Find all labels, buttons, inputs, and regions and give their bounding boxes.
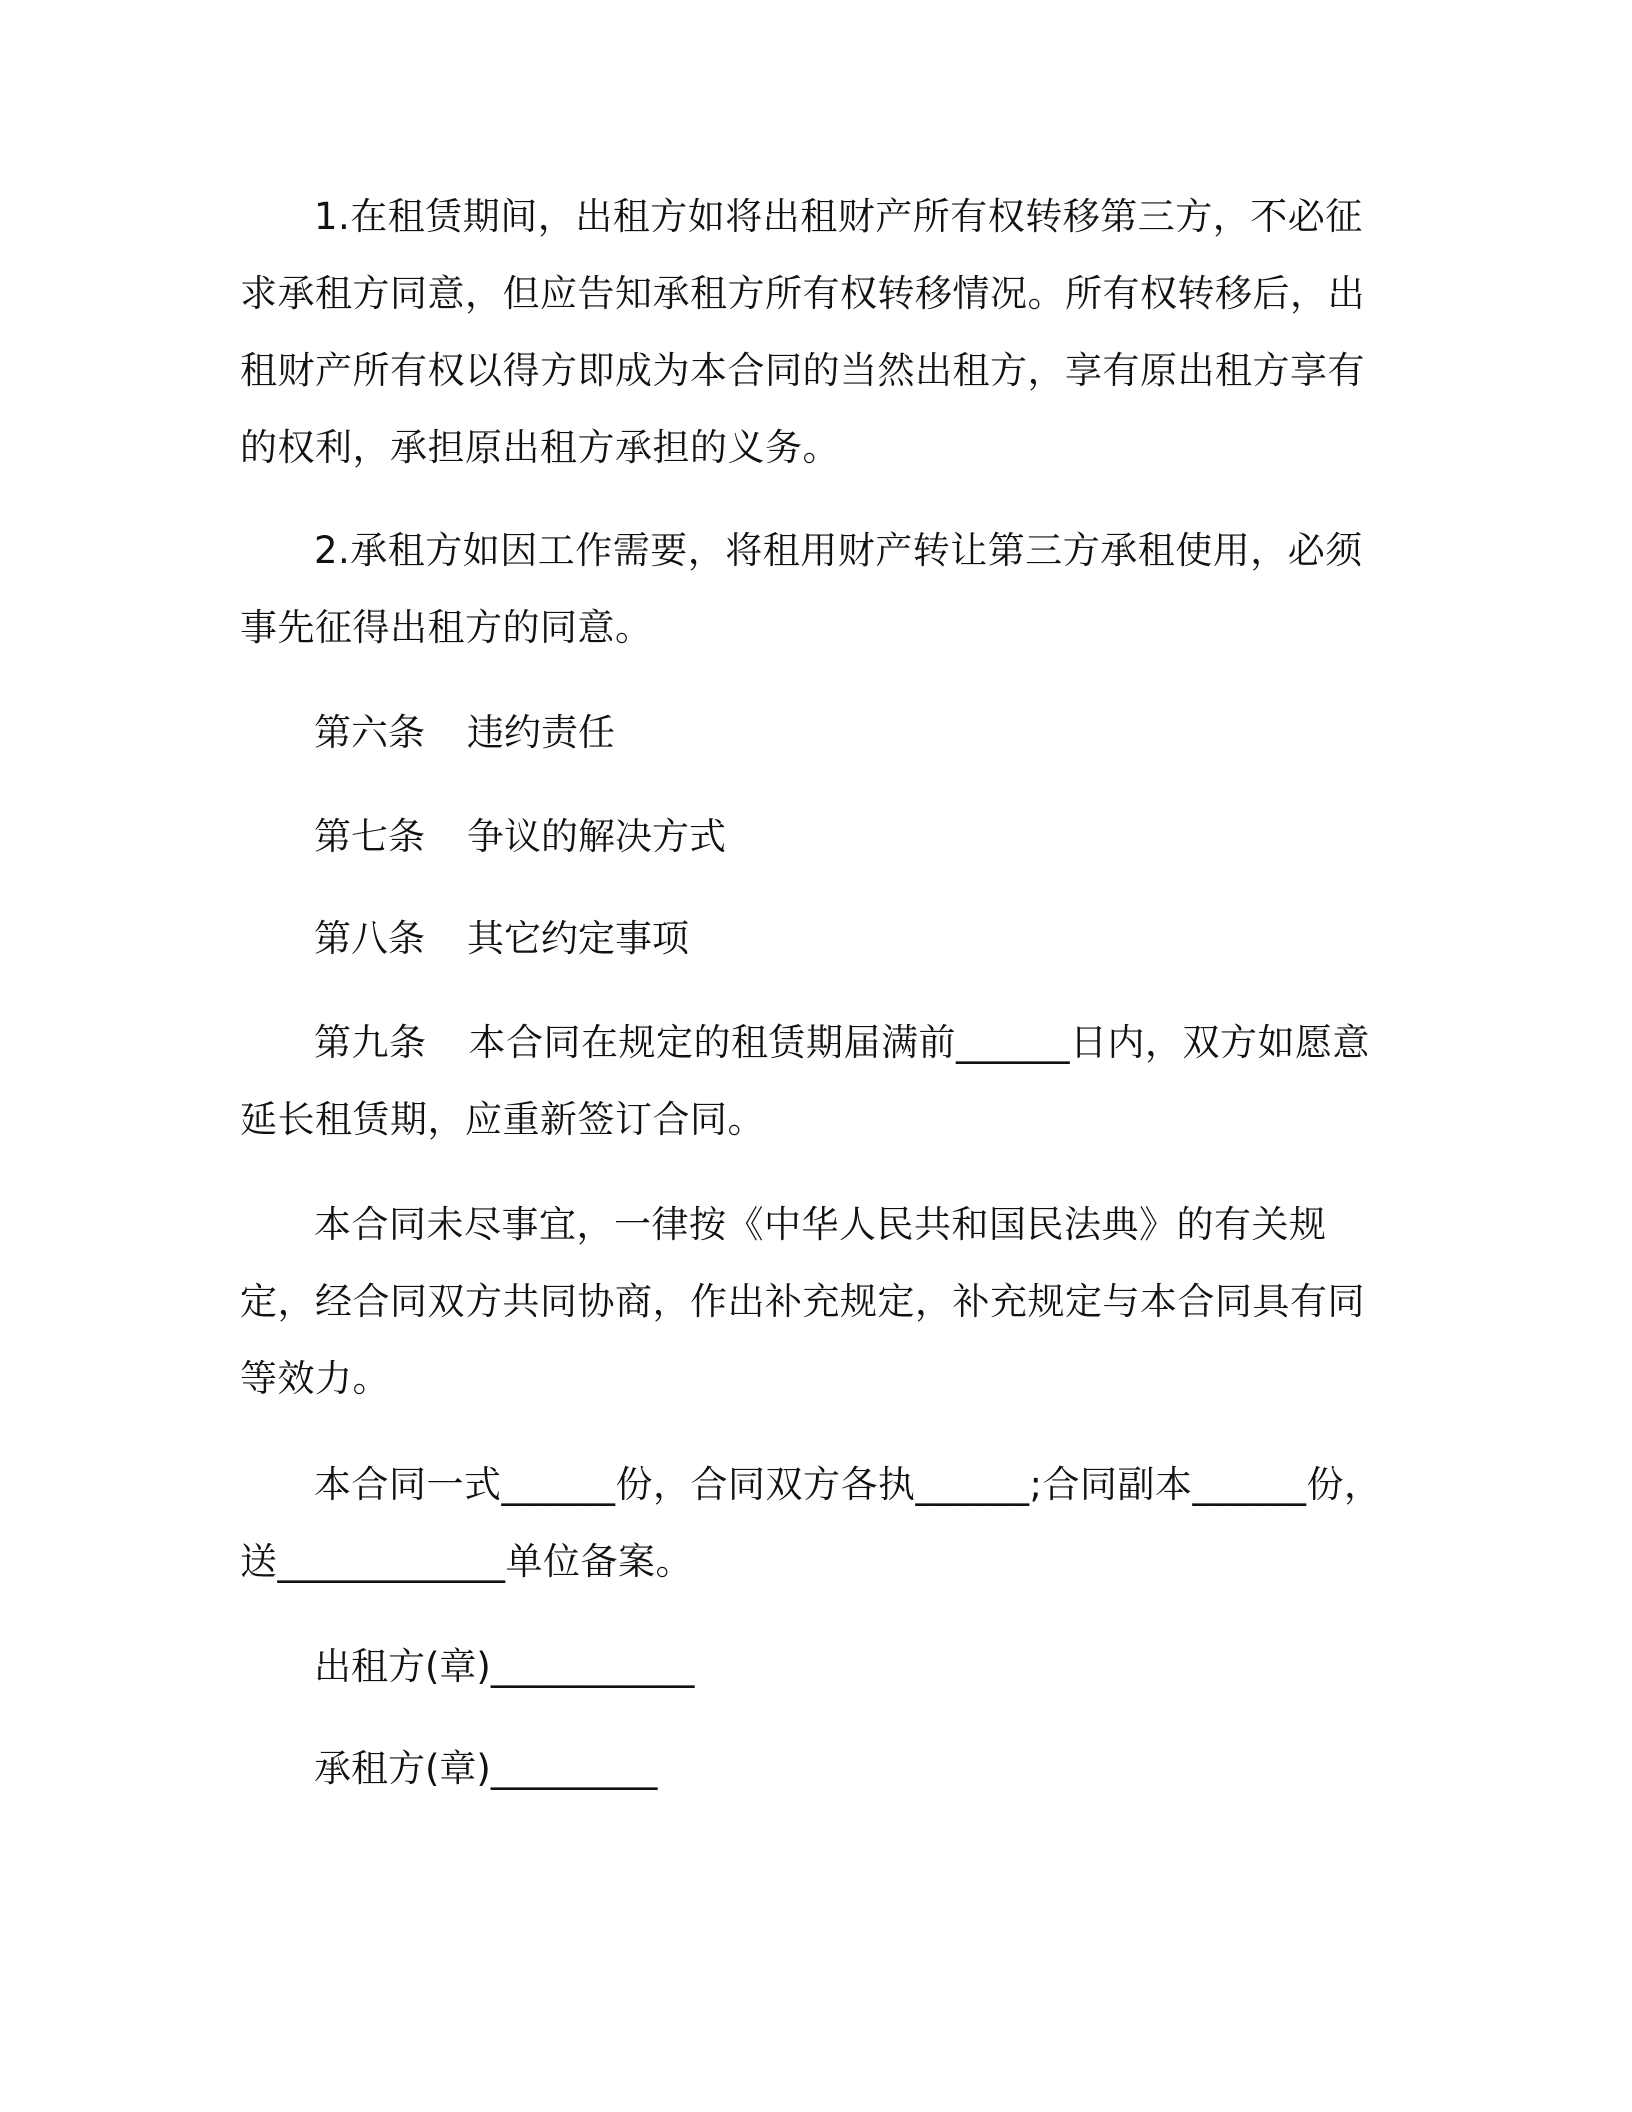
- article-eight-title: 其它约定事项: [467, 917, 689, 960]
- paragraph-civil-code: 本合同未尽事宜，一律按《中华人民共和国民法典》的有关规定，经合同双方共同协商，作出补充规定，补充规定与本合同具有同等效力。: [240, 1203, 1365, 1400]
- article-nine: [240, 1004, 1400, 1158]
- paragraph-sublease-consent: 2.承租方如因工作需要，将租用财产转让第三方承租使用，必须事先征得出租方的同意。: [240, 529, 1363, 649]
- article-seven-title: 争议的解决方式: [467, 815, 726, 858]
- article-six-number: 第六条: [314, 711, 425, 754]
- paragraph-copies: 本合同一式______份，合同双方各执______;合同副本______份，送____________单位备案。: [240, 1463, 1382, 1583]
- article-nine-number: 第九条: [314, 1021, 427, 1064]
- article-six: [314, 694, 615, 771]
- article-six-title: 违约责任: [467, 711, 615, 754]
- article-eight: [314, 900, 689, 977]
- signature-lessee: 承租方(章)_________: [314, 1747, 658, 1790]
- signature-lessor: 出租方(章)___________: [314, 1645, 695, 1688]
- article-eight-number: 第八条: [314, 917, 425, 960]
- article-seven: [314, 798, 726, 875]
- article-nine-text: 本合同在规定的租赁期届满前______日内，双方如愿意延长租赁期，应重新签订合同。: [240, 1021, 1370, 1141]
- article-seven-number: 第七条: [314, 815, 425, 858]
- paragraph-ownership-transfer: 1.在租赁期间，出租方如将出租财产所有权转移第三方，不必征求承租方同意，但应告知承租方所有权转移情况。所有权转移后，出租财产所有权以得方即成为本合同的当然出租方，享有原出租方享有的权利，承担原出租方承担的义务。: [240, 195, 1365, 469]
